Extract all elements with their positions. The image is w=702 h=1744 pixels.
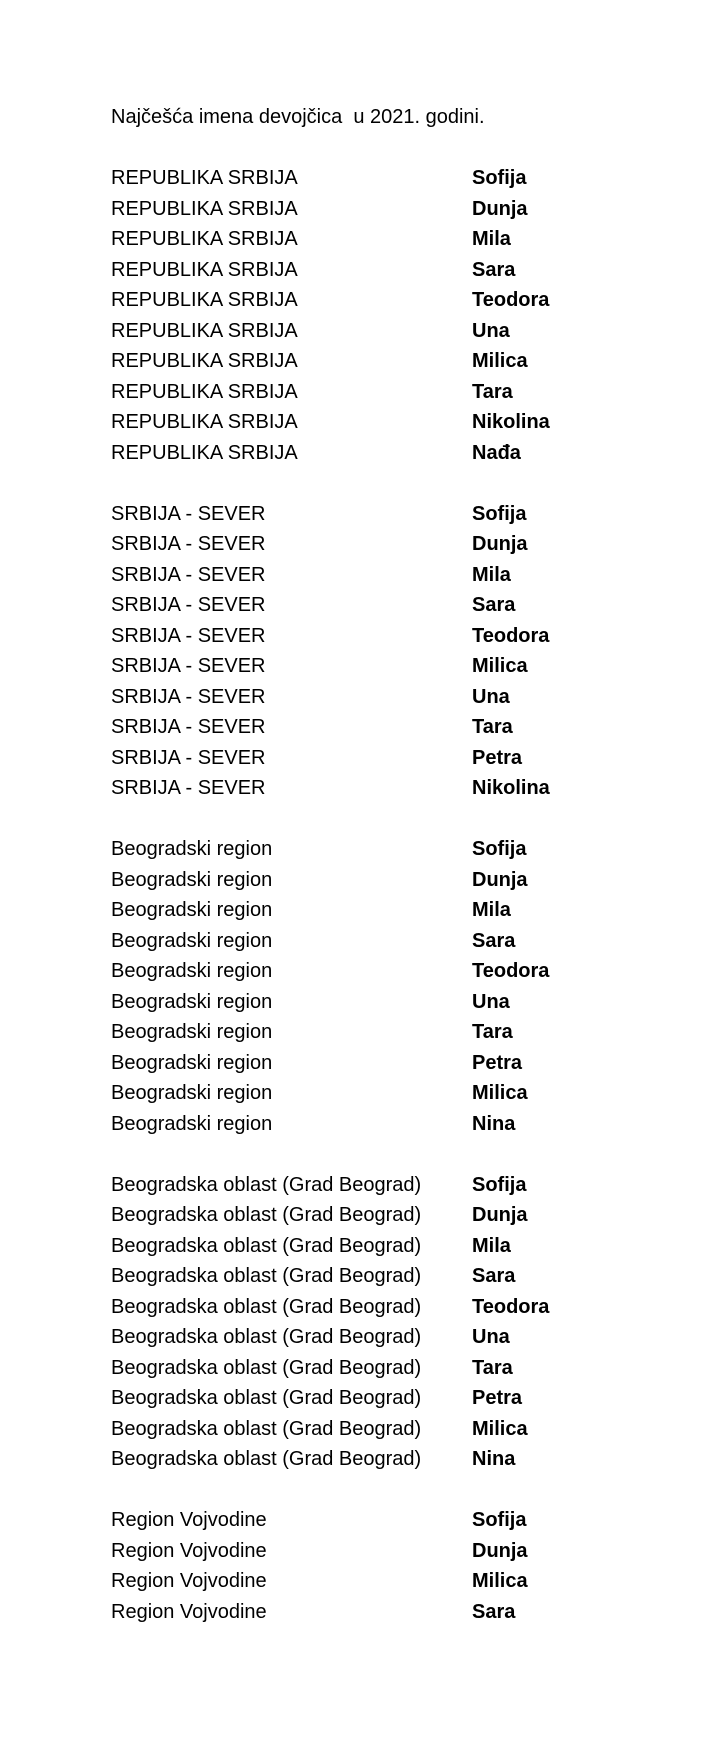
- girl-name: Milica: [472, 350, 528, 372]
- girl-name: Nina: [472, 1112, 516, 1135]
- region-label: Beogradski region: [111, 1082, 273, 1104]
- girl-name: Sara: [472, 929, 516, 952]
- girl-name: Nikolina: [472, 411, 550, 433]
- list-row: [111, 651, 671, 682]
- region-label: REPUBLIKA SRBIJA: [111, 350, 298, 372]
- girl-name: Tara: [472, 380, 513, 403]
- list-row: [111, 1200, 671, 1231]
- girl-name: Dunja: [472, 1539, 528, 1562]
- region-label: Beogradska oblast (Grad Beograd): [111, 1387, 422, 1409]
- document-title: Najčešća imena devojčica u 2021. godini.: [111, 106, 485, 128]
- region-label: REPUBLIKA SRBIJA: [111, 228, 298, 250]
- list-row: [111, 621, 671, 652]
- region-label: REPUBLIKA SRBIJA: [111, 380, 298, 403]
- girl-name: Tara: [472, 1021, 513, 1043]
- region-label: Beogradski region: [111, 1112, 273, 1135]
- list-row: [111, 926, 671, 957]
- list-row: [111, 1444, 671, 1475]
- girl-name: Sofija: [472, 502, 527, 525]
- list-row: [111, 1017, 671, 1048]
- girl-name: Milica: [472, 655, 528, 677]
- list-row: [111, 1048, 671, 1079]
- list-row: [111, 255, 671, 286]
- list-row: [111, 1566, 671, 1597]
- list-row: [111, 224, 671, 255]
- region-label: Region Vojvodine: [111, 1539, 267, 1562]
- region-label: SRBIJA - SEVER: [111, 685, 266, 708]
- list-row: [111, 1536, 671, 1567]
- list-row: [111, 1383, 671, 1414]
- girl-name: Sara: [472, 1600, 516, 1623]
- girl-name: Sara: [472, 594, 516, 616]
- girl-name: Petra: [472, 1051, 523, 1074]
- girl-name: Una: [472, 319, 510, 342]
- girl-name: Petra: [472, 1387, 523, 1409]
- region-label: Beogradski region: [111, 960, 273, 982]
- list-row: [111, 743, 671, 774]
- region-label: Beogradski region: [111, 1021, 273, 1043]
- list-row: [111, 712, 671, 743]
- girl-name: Sara: [472, 1265, 516, 1287]
- list-row: [111, 499, 671, 530]
- region-label: Beogradski region: [111, 990, 273, 1013]
- region-label: Beogradska oblast (Grad Beograd): [111, 1173, 422, 1196]
- girl-name: Mila: [472, 228, 511, 250]
- region-label: Beogradski region: [111, 1051, 273, 1074]
- list-row: [111, 1231, 671, 1262]
- region-label: SRBIJA - SEVER: [111, 502, 266, 525]
- list-row: [111, 987, 671, 1018]
- girl-name: Teodora: [472, 289, 550, 311]
- region-section: [111, 834, 671, 1139]
- list-row: [111, 1261, 671, 1292]
- region-label: SRBIJA - SEVER: [111, 563, 266, 586]
- girl-name: Teodora: [472, 624, 550, 647]
- list-row: [111, 438, 671, 469]
- region-section: [111, 499, 671, 804]
- girl-name: Sofija: [472, 838, 527, 860]
- girl-name: Dunja: [472, 1204, 528, 1226]
- list-row: [111, 682, 671, 713]
- girl-name: Dunja: [472, 197, 528, 220]
- list-row: [111, 560, 671, 591]
- name-list: [111, 163, 671, 1658]
- region-label: REPUBLIKA SRBIJA: [111, 411, 298, 433]
- girl-name: Nađa: [472, 441, 521, 464]
- list-row: [111, 1109, 671, 1140]
- region-label: SRBIJA - SEVER: [111, 716, 266, 738]
- region-label: SRBIJA - SEVER: [111, 655, 266, 677]
- girl-name: Sofija: [472, 167, 527, 189]
- list-row: [111, 1353, 671, 1384]
- girl-name: Teodora: [472, 1295, 550, 1318]
- list-row: [111, 895, 671, 926]
- girl-name: Dunja: [472, 868, 528, 891]
- list-row: [111, 194, 671, 225]
- list-row: [111, 529, 671, 560]
- girl-name: Milica: [472, 1082, 528, 1104]
- list-row: [111, 377, 671, 408]
- girl-name: Nina: [472, 1448, 516, 1470]
- girl-name: Nikolina: [472, 777, 550, 799]
- girl-name: Tara: [472, 716, 513, 738]
- girl-name: Mila: [472, 899, 511, 921]
- girl-name: Una: [472, 685, 510, 708]
- list-row: [111, 346, 671, 377]
- girl-name: Milica: [472, 1570, 528, 1592]
- region-label: Beogradska oblast (Grad Beograd): [111, 1356, 422, 1379]
- list-row: [111, 1414, 671, 1445]
- region-label: REPUBLIKA SRBIJA: [111, 258, 298, 281]
- region-label: Region Vojvodine: [111, 1509, 267, 1531]
- girl-name: Mila: [472, 1234, 511, 1257]
- region-label: Beogradska oblast (Grad Beograd): [111, 1448, 422, 1470]
- region-section: [111, 1505, 671, 1627]
- region-label: SRBIJA - SEVER: [111, 594, 266, 616]
- region-label: Region Vojvodine: [111, 1600, 267, 1623]
- list-row: [111, 316, 671, 347]
- region-label: Beogradska oblast (Grad Beograd): [111, 1265, 422, 1287]
- region-label: Beogradska oblast (Grad Beograd): [111, 1204, 422, 1226]
- girl-name: Una: [472, 1326, 510, 1348]
- region-label: SRBIJA - SEVER: [111, 777, 266, 799]
- region-label: Beogradski region: [111, 838, 273, 860]
- region-label: SRBIJA - SEVER: [111, 624, 266, 647]
- list-row: [111, 590, 671, 621]
- region-label: Region Vojvodine: [111, 1570, 267, 1592]
- list-row: [111, 956, 671, 987]
- region-label: REPUBLIKA SRBIJA: [111, 167, 298, 189]
- region-label: Beogradska oblast (Grad Beograd): [111, 1326, 422, 1348]
- region-label: Beogradska oblast (Grad Beograd): [111, 1234, 422, 1257]
- girl-name: Sara: [472, 258, 516, 281]
- region-label: Beogradska oblast (Grad Beograd): [111, 1295, 422, 1318]
- girl-name: Una: [472, 990, 510, 1013]
- region-section: [111, 1170, 671, 1475]
- list-row: [111, 773, 671, 804]
- region-label: REPUBLIKA SRBIJA: [111, 441, 298, 464]
- region-label: SRBIJA - SEVER: [111, 746, 266, 769]
- list-row: [111, 1505, 671, 1536]
- list-row: [111, 834, 671, 865]
- girl-name: Milica: [472, 1417, 528, 1440]
- region-label: SRBIJA - SEVER: [111, 533, 266, 555]
- girl-name: Teodora: [472, 960, 550, 982]
- list-row: [111, 865, 671, 896]
- list-row: [111, 1322, 671, 1353]
- list-row: [111, 1292, 671, 1323]
- region-label: REPUBLIKA SRBIJA: [111, 289, 298, 311]
- list-row: [111, 1078, 671, 1109]
- list-row: [111, 1597, 671, 1628]
- list-row: [111, 163, 671, 194]
- girl-name: Sofija: [472, 1173, 527, 1196]
- girl-name: Tara: [472, 1356, 513, 1379]
- region-label: REPUBLIKA SRBIJA: [111, 319, 298, 342]
- region-label: Beogradski region: [111, 899, 273, 921]
- list-row: [111, 407, 671, 438]
- girl-name: Petra: [472, 746, 523, 769]
- region-label: Beogradski region: [111, 868, 273, 891]
- girl-name: Mila: [472, 563, 511, 586]
- region-section: [111, 163, 671, 468]
- region-label: Beogradski region: [111, 929, 273, 952]
- girl-name: Dunja: [472, 533, 528, 555]
- girl-name: Sofija: [472, 1509, 527, 1531]
- list-row: [111, 285, 671, 316]
- region-label: REPUBLIKA SRBIJA: [111, 197, 298, 220]
- region-label: Beogradska oblast (Grad Beograd): [111, 1417, 422, 1440]
- list-row: [111, 1170, 671, 1201]
